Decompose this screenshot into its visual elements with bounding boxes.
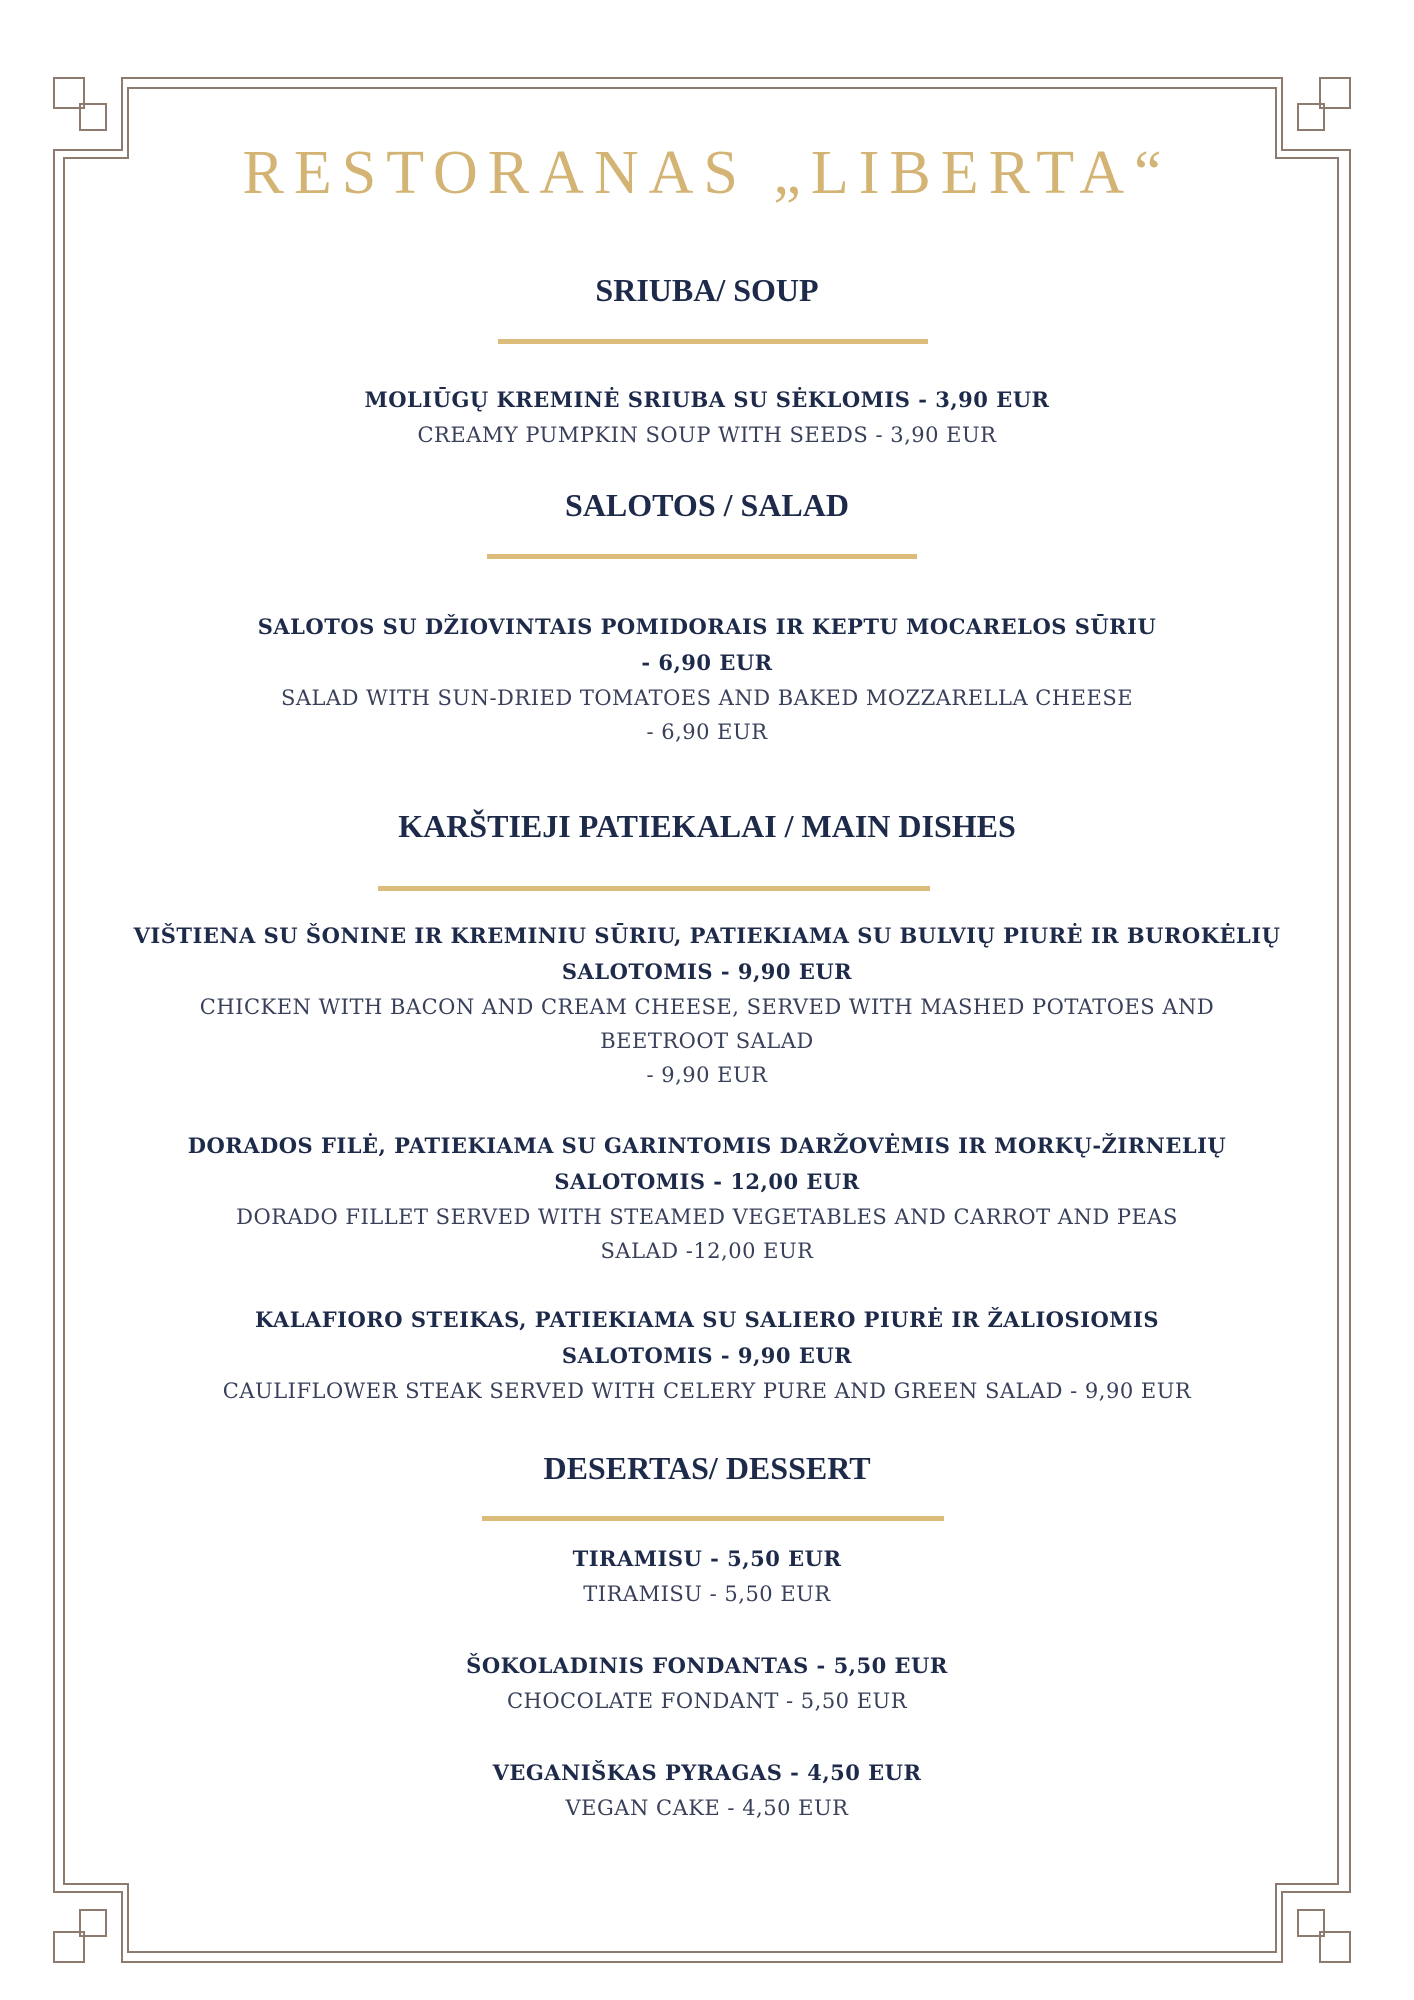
section-heading-soup: SRIUBA/ SOUP xyxy=(595,272,819,308)
restaurant-title: RESTORANAS „LIBERTA“ xyxy=(242,139,1172,207)
item-name-en: CAULIFLOWER STEAK SERVED WITH CELERY PURE AND GREEN SALAD - 9,90 EUR xyxy=(222,1379,1192,1403)
item-name-en-cont: SALAD -12,00 EUR xyxy=(600,1239,814,1263)
item-name-lt: MOLIŪGŲ KREMINĖ SRIUBA SU SĖKLOMIS - 3,90 EUR xyxy=(364,387,1050,412)
menu-item xyxy=(0,382,1414,452)
item-name-en: CREAMY PUMPKIN SOUP WITH SEEDS - 3,90 EUR xyxy=(417,423,997,447)
menu-item xyxy=(0,609,1414,749)
item-name-en: DORADO FILLET SERVED WITH STEAMED VEGETABLES AND CARROT AND PEAS xyxy=(236,1205,1178,1229)
section-divider-main-dishes xyxy=(378,886,930,891)
menu-item xyxy=(0,1755,1414,1825)
item-name-en: SALAD WITH SUN-DRIED TOMATOES AND BAKED MOZZARELLA CHEESE xyxy=(280,686,1134,710)
menu-item xyxy=(0,918,1414,1092)
item-name-lt: DORADOS FILĖ, PATIEKIAMA SU GARINTOMIS DARŽOVĖMIS IR MORKŲ-ŽIRNELIŲ xyxy=(187,1133,1227,1158)
menu-item xyxy=(0,1302,1414,1408)
item-name-en-cont: BEETROOT SALAD xyxy=(600,1029,814,1053)
item-name-lt: VIŠTIENA SU ŠONINE IR KREMINIU SŪRIU, PATIEKIAMA SU BULVIŲ PIURĖ IR BUROKĖLIŲ xyxy=(133,923,1281,948)
item-name-lt: KALAFIORO STEIKAS, PATIEKIAMA SU SALIERO PIURĖ IR ŽALIOSIOMIS xyxy=(255,1307,1159,1332)
item-name-en: TIRAMISU - 5,50 EUR xyxy=(583,1582,831,1606)
menu-item xyxy=(0,1128,1414,1268)
item-name-en: CHICKEN WITH BACON AND CREAM CHEESE, SERVED WITH MASHED POTATOES AND xyxy=(199,995,1215,1019)
section-heading-salad: SALOTOS / SALAD xyxy=(565,487,849,523)
item-name-en: VEGAN CAKE - 4,50 EUR xyxy=(565,1796,849,1820)
item-name-lt-cont: SALOTOMIS - 9,90 EUR xyxy=(561,959,853,984)
item-price-en: - 6,90 EUR xyxy=(646,720,768,744)
section-divider-soup xyxy=(498,339,928,344)
item-name-lt: SALOTOS SU DŽIOVINTAIS POMIDORAIS IR KEPTU MOCARELOS SŪRIU xyxy=(257,614,1157,639)
section-heading-main-dishes: KARŠTIEJI PATIEKALAI / MAIN DISHES xyxy=(398,808,1016,844)
item-name-lt: TIRAMISU - 5,50 EUR xyxy=(572,1546,842,1571)
item-name-lt: VEGANIŠKAS PYRAGAS - 4,50 EUR xyxy=(492,1760,922,1785)
item-name-lt: ŠOKOLADINIS FONDANTAS - 5,50 EUR xyxy=(466,1653,948,1678)
menu-item xyxy=(0,1541,1414,1611)
section-heading-dessert: DESERTAS/ DESSERT xyxy=(543,1450,871,1486)
section-divider-salad xyxy=(487,554,917,559)
item-name-en: CHOCOLATE FONDANT - 5,50 EUR xyxy=(506,1689,908,1713)
item-name-lt-cont: SALOTOMIS - 12,00 EUR xyxy=(554,1169,860,1194)
menu-item xyxy=(0,1648,1414,1718)
item-name-lt-cont: SALOTOMIS - 9,90 EUR xyxy=(561,1343,853,1368)
item-price-en: - 9,90 EUR xyxy=(646,1063,768,1087)
section-divider-dessert xyxy=(482,1516,944,1521)
item-price-lt: - 6,90 EUR xyxy=(641,650,773,675)
